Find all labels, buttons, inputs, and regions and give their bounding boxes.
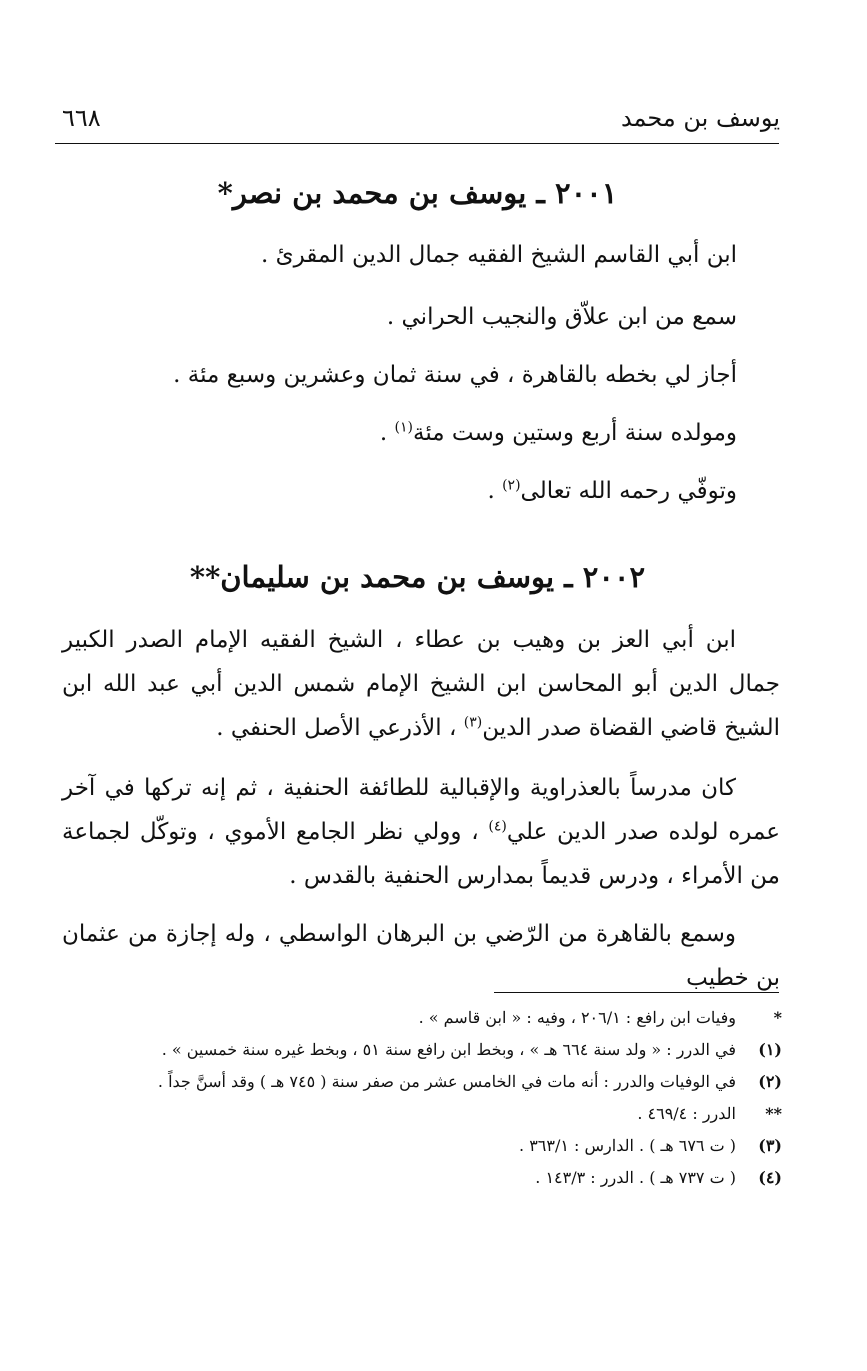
running-title: يوسف بن محمد xyxy=(620,104,780,132)
entry-2002-paragraph-3 xyxy=(62,912,780,1000)
footnote xyxy=(142,1072,782,1104)
footnote-text: الدرر : ٤٦٩/٤ . xyxy=(637,1104,736,1123)
footnote-ref-4: (٤) xyxy=(488,818,507,835)
footnote-text: في الدرر : « ولد سنة ٦٦٤ هـ » ، وبخط ابن رافع سنة ٥١ ، وبخط غيره سنة خمسين » . xyxy=(161,1040,736,1059)
footnote-text: ( ت ٧٣٧ هـ ) . الدرر : ١٤٣/٣ . xyxy=(535,1168,736,1187)
footnote xyxy=(142,1104,782,1136)
entry-2001-line-3: أجاز لي بخطه بالقاهرة ، في سنة ثمان وعشرين وسبع مئة . xyxy=(173,362,737,388)
paragraph-1-text: ابن أبي العز بن وهيب بن عطاء ، الشيخ الفقيه الإمام الصدر الكبير جمال الدين أبو المحاسن ابن الشيخ الإمام شمس الدين أبي عبد الله ابن الشيخ قاضي القضاة صدر الدين xyxy=(62,627,780,741)
footnote-mark: (٢) xyxy=(758,1072,782,1091)
footnote xyxy=(142,1008,782,1040)
entry-2001-line-4 xyxy=(60,420,737,446)
footnote-mark: (٤) xyxy=(758,1168,782,1187)
paragraph-2-end: ، وولي نظر الجامع الأموي ، وتوكّل لجماعة من الأمراء ، ودرس قديماً بمدارس الحنفية بالقدس . xyxy=(62,819,780,889)
footnote-ref-3: (٣) xyxy=(463,714,483,731)
footnote-mark: (١) xyxy=(758,1040,782,1059)
birth-text: ومولده سنة أربع وستين وست مئة xyxy=(413,420,737,446)
footnote-mark: * xyxy=(773,1008,782,1027)
footnote-text: ( ت ٦٧٦ هـ ) . الدارس : ٣٦٣/١ . xyxy=(519,1136,736,1155)
footnote-mark: (٣) xyxy=(758,1136,782,1155)
birth-end: . xyxy=(379,420,395,446)
entry-2002-paragraph-1 xyxy=(62,618,780,750)
footnote-ref-1: (١) xyxy=(394,419,413,436)
entry-2001-line-2: سمع من ابن علاّق والنجيب الحراني . xyxy=(386,304,737,330)
footnote xyxy=(142,1168,782,1200)
page-number: ٦٦٨ xyxy=(62,104,101,132)
running-head xyxy=(62,104,780,140)
paragraph-1-end: ، الأذرعي الأصل الحنفي . xyxy=(216,715,464,741)
footnote-mark: ** xyxy=(765,1104,782,1123)
paragraph-3-text: وسمع بالقاهرة من الرّضي بن البرهان الواسطي ، وله إجازة من عثمان بن خطيب xyxy=(62,921,780,991)
death-end: . xyxy=(487,478,503,504)
entry-heading-2001: ٢٠٠١ ـ يوسف بن محمد بن نصر* xyxy=(217,176,618,210)
footnote-ref-2: (٢) xyxy=(502,477,521,494)
entry-heading-2002: ٢٠٠٢ ـ يوسف بن محمد بن سليمان** xyxy=(189,560,646,594)
footnote xyxy=(142,1136,782,1168)
death-text: وتوفّي رحمه الله تعالى xyxy=(520,478,737,504)
header-rule xyxy=(55,143,779,144)
footnotes xyxy=(142,1008,782,1200)
footnote-text: وفيات ابن رافع : ٢٠٦/١ ، وفيه : « ابن قاسم » . xyxy=(418,1008,736,1027)
footnote-rule xyxy=(494,992,779,993)
paragraph-2-text: كان مدرساً بالعذراوية والإقبالية للطائفة الحنفية ، ثم إنه تركها في آخر عمره لولده صدر الدين علي xyxy=(62,775,781,845)
footnote xyxy=(142,1040,782,1072)
footnote-text: في الوفيات والدرر : أنه مات في الخامس عشر من صفر سنة ( ٧٤٥ هـ ) وقد أسنَّ جداً . xyxy=(157,1072,736,1091)
entry-2002-paragraph-2 xyxy=(62,766,780,898)
entry-2001-line-1: ابن أبي القاسم الشيخ الفقيه جمال الدين المقرئ . xyxy=(261,242,737,268)
entry-2001-line-5 xyxy=(60,478,737,504)
